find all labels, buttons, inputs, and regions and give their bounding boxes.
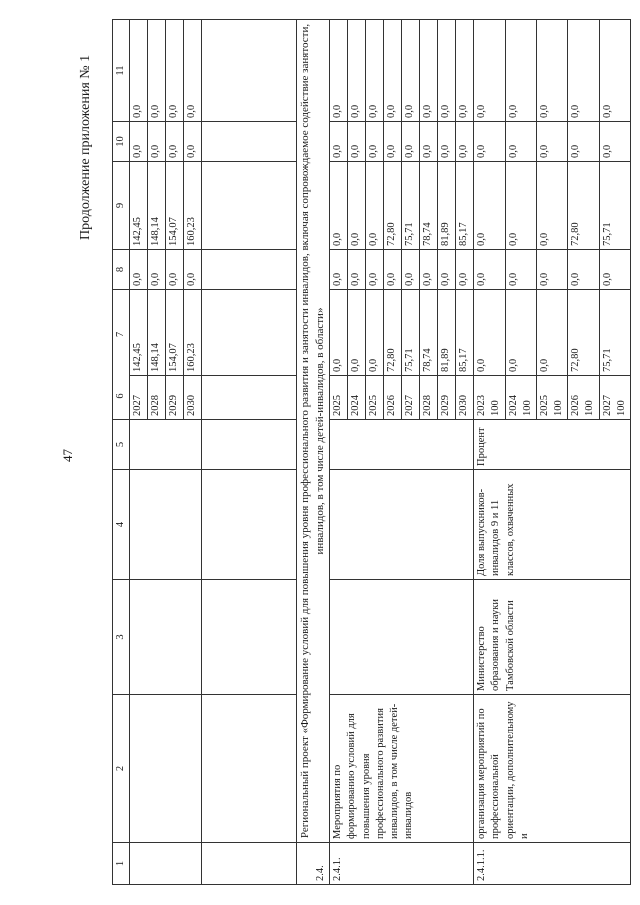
column-number-row xyxy=(113,20,130,885)
col-num: 10 xyxy=(113,122,130,162)
indicator: Доля выпускников-инвалидов 9 и 11 классов, охваченных xyxy=(474,470,631,580)
table-row: 2025 0,0 0,0 0,0 0,0 0,0 xyxy=(366,20,384,885)
item-name: Мероприятия по формированию условий для повышения уровня профессионального развития инвалидов, в том числе детей-инвалидов xyxy=(330,695,474,843)
col-num: 11 xyxy=(113,20,130,122)
table-row: 2028 78,74 0,0 78,74 0,0 0,0 xyxy=(420,20,438,885)
table-row: 2027 142,45 0,0 142,45 0,0 0,0 xyxy=(130,20,148,885)
col-num: 2 xyxy=(113,695,130,843)
col-num: 4 xyxy=(113,470,130,580)
rotated-table-container xyxy=(112,20,632,885)
col-num: 1 xyxy=(113,843,130,885)
section-row xyxy=(297,20,330,885)
table-row: 2.4.1. Мероприятия по формированию условий для повышения уровня профессионального развития инвалидов, в том числе детей-инвалидов 2025 0,0 0,0 0,0 0,0 0,0 xyxy=(330,20,348,885)
table-row: 2026 72,80 0,0 72,80 0,0 0,0 xyxy=(384,20,402,885)
table-row: 2029 81,89 0,0 81,89 0,0 0,0 xyxy=(438,20,456,885)
table-row: 2028 148,14 0,0 148,14 0,0 0,0 xyxy=(148,20,166,885)
spacer-row xyxy=(202,20,297,885)
appendix-label: Продолжение приложения № 1 xyxy=(78,54,93,240)
budget-table xyxy=(112,19,631,885)
table-row: 2030 85,17 0,0 85,17 0,0 0,0 xyxy=(456,20,474,885)
table-row: 2024 0,0 0,0 0,0 0,0 0,0 xyxy=(348,20,366,885)
table-row: 2027 100 75,71 0,0 75,71 0,0 0,0 xyxy=(599,20,630,885)
table-row: 2026 100 72,80 0,0 72,80 0,0 0,0 xyxy=(568,20,599,885)
page-number: 47 xyxy=(60,449,75,462)
table-row: 2027 75,71 0,0 75,71 0,0 0,0 xyxy=(402,20,420,885)
subitem-number: 2.4.1.1. xyxy=(474,843,631,885)
subitem-name: организация мероприятий по профессиональной ориентации, дополнительному и xyxy=(474,695,631,843)
col-num: 8 xyxy=(113,250,130,290)
table-row: 2024 100 0,0 0,0 0,0 0,0 0,0 xyxy=(505,20,536,885)
executor: Министерство образования и науки Тамбовской области xyxy=(474,580,631,695)
table-row: 2025 100 0,0 0,0 0,0 0,0 0,0 xyxy=(536,20,567,885)
item-number: 2.4.1. xyxy=(330,843,474,885)
table-row: 2.4.1.1. организация мероприятий по профессиональной ориентации, дополнительному и Министерство образования и науки Тамбовской области Доля выпускников-инвалидов 9 и 11 классов, охваченных Процент 2023 100 0,0 0,0 0,0 0,0 0,0 xyxy=(474,20,505,885)
col-num: 6 7 xyxy=(113,290,130,420)
section-number: 2.4. xyxy=(297,843,330,885)
table-row: 2029 154,07 0,0 154,07 0,0 0,0 xyxy=(166,20,184,885)
section-title: Региональный проект «Формирование условий для повышения уровня профессионального развития и занятости инвалидов, включая сопровождаемое содействие занятости, инвалидов, в том числе детей-инвалидов, в области» xyxy=(297,20,330,843)
col-num: 5 xyxy=(113,420,130,470)
table-row: 2030 160,23 0,0 160,23 0,0 0,0 xyxy=(184,20,202,885)
unit: Процент xyxy=(474,420,631,470)
col-num: 9 xyxy=(113,162,130,250)
col-num: 3 xyxy=(113,580,130,695)
